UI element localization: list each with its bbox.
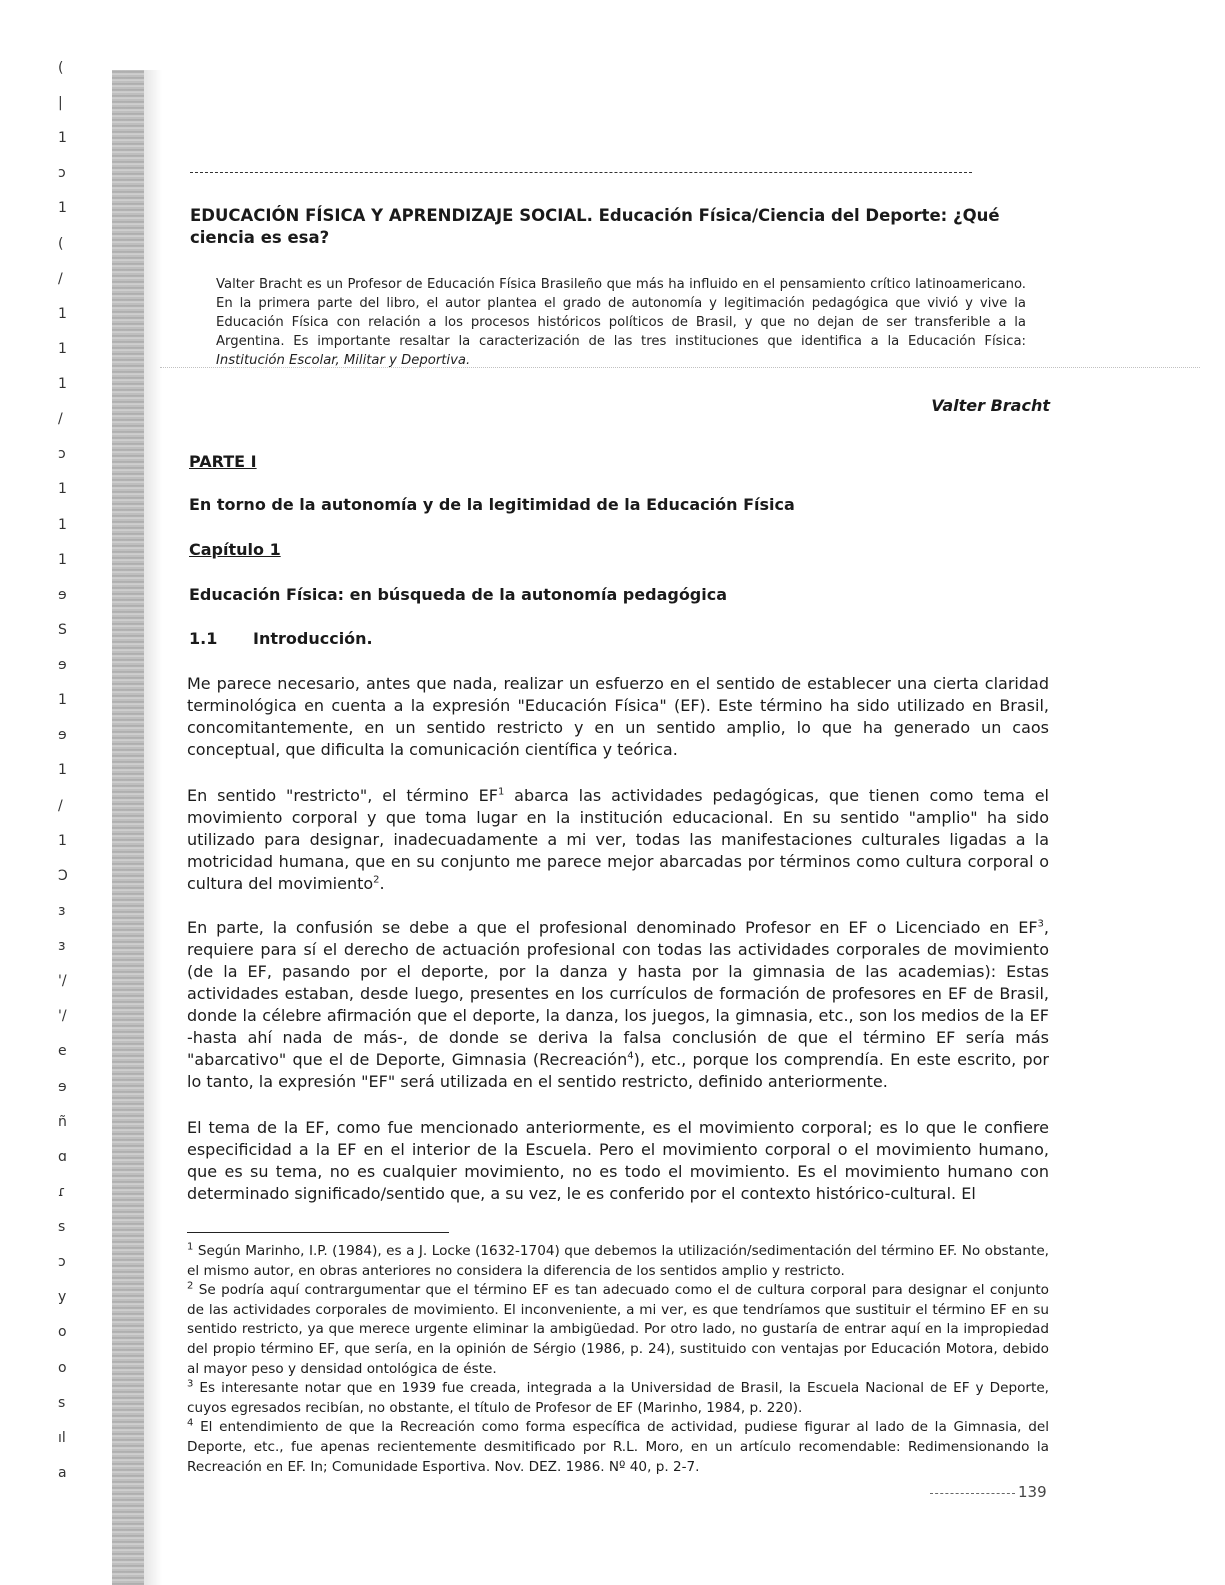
footnote-text: Según Marinho, I.P. (1984), es a J. Locke (1632-1704) que debemos la utilización/sedimentación del término EF. No obstante, el mismo autor, en obras anteriores no considera la diferencia de los sentidos amplio y restricto. <box>187 1243 1049 1279</box>
margin-mark: / <box>58 798 63 814</box>
paragraph-4: El tema de la EF, como fue mencionado anteriormente, es el movimiento corporal; es lo que le confiere especificidad a la EF en el interior de la Escuela. Pero el movimiento corporal o el movimiento humano, que es su tema, no es cualquier movimiento, no es todo el movimiento. Es el movimiento humano con determinado significado/sentido que, a su vez, le es conferido por el contexto histórico-cultural. El <box>187 1118 1049 1203</box>
footnote-mark: 2 <box>187 1280 194 1292</box>
abstract-institutions: Institución Escolar, Militar y Deportiva. <box>216 353 471 368</box>
paragraph-2 <box>187 785 1049 895</box>
margin-mark: ɔ <box>58 446 66 462</box>
margin-mark: ɘ <box>58 657 67 673</box>
paragraph-3 <box>187 917 1049 1093</box>
margin-mark: 1 <box>58 552 67 568</box>
section-title: Introducción. <box>253 629 373 648</box>
margin-mark: 1 <box>58 481 67 497</box>
margin-mark: y <box>58 1289 67 1305</box>
footnote-3 <box>187 1379 1049 1418</box>
footnote-1 <box>187 1242 1049 1281</box>
page-number: 139 <box>1018 1483 1047 1501</box>
footnotes <box>187 1242 1049 1477</box>
paragraph-3-text-b: , requiere para sí el derecho de actuación profesional con todas las actividades corporales de movimiento (de la EF, pasando por el deporte, por la danza y hasta por la gimnasia de las academias): Estas actividades estaban, desde luego, presentes en los currículos de formación de profesores en EF de Brasil, donde la célebre afirmación que el deporte, la danza, los juegos, la gimnasia, etc., son los medios de la EF -hasta ahí nada de más-, de donde se deriva la falsa conclusión de que el término EF sería más "abarcativo" que el de Deporte, Gimnasia (Recreación <box>187 918 1049 1069</box>
book-title: EDUCACIÓN FÍSICA Y APRENDIZAJE SOCIAL. Educación Física/Ciencia del Deporte: ¿Qué ciencia es esa? <box>190 206 1000 247</box>
margin-mark: 1 <box>58 762 67 778</box>
margin-mark: S <box>58 622 67 638</box>
footnote-rule <box>187 1232 449 1233</box>
margin-mark: s <box>58 1219 66 1235</box>
margin-mark: 1 <box>58 200 67 216</box>
paragraph-2-text-a: En sentido "restricto", el término EF <box>187 786 498 805</box>
margin-mark: ɘ <box>58 1079 67 1095</box>
paragraph-3-text-c: ), etc., porque los comprendía. En este escrito, por lo tanto, la expresión "EF" será utilizada en el sentido restricto, definido anteriormente. <box>187 1050 1049 1091</box>
margin-mark: ɑ <box>58 1149 67 1165</box>
margin-mark: '/ <box>58 1008 67 1024</box>
margin-mark: ( <box>58 60 64 76</box>
margin-mark: '/ <box>58 973 67 989</box>
part-title: PARTE I <box>189 452 257 471</box>
footnote-4 <box>187 1418 1049 1477</box>
footnote-mark: 4 <box>187 1417 194 1429</box>
footnote-ref-3: 3 <box>1037 918 1044 930</box>
margin-mark: ɜ <box>58 938 66 954</box>
margin-mark: | <box>58 95 63 111</box>
margin-mark: a <box>58 1465 67 1481</box>
footnote-text: Se podría aquí contrargumentar que el término EF es tan adecuado como el de cultura corporal para designar el conjunto de las actividades corporales de movimiento. El inconveniente, a mi ver, es que tendríamos que sustituir el término EF en su sentido restricto, ya que merece urgente eliminar la ambigüedad. Por otro lado, no gustaría de entrar aquí en la impropiedad del propio término EF, que sería, en la opinión de Sérgio (1986, p. 24), sustituido con ventajas por Educación Motora, debido al mayor peso y densidad ontológica de éste. <box>187 1282 1049 1377</box>
footnote-2 <box>187 1281 1049 1379</box>
footnote-mark: 1 <box>187 1241 194 1253</box>
footnote-ref-1: 1 <box>497 786 505 798</box>
margin-mark: s <box>58 1395 66 1411</box>
footnote-ref-2: 2 <box>373 874 380 886</box>
margin-mark: / <box>58 271 63 287</box>
chapter-title: Capítulo 1 <box>189 540 281 559</box>
footnote-mark: 3 <box>187 1378 194 1390</box>
margin-mark: e <box>58 1043 67 1059</box>
section-heading <box>189 629 373 648</box>
footnote-ref-4: 4 <box>627 1050 634 1062</box>
paragraph-2-text-c: . <box>379 874 385 893</box>
part-subtitle: En torno de la autonomía y de la legitimidad de la Educación Física <box>189 495 795 514</box>
scan-streak <box>160 367 1200 378</box>
footnote-text: Es interesante notar que en 1939 fue creada, integrada a la Universidad de Brasil, la Escuela Nacional de EF y Deporte, cuyos egresados recibían, no obstante, el título de Profesor de EF (Marinho, 1984, p. 220). <box>187 1380 1049 1416</box>
margin-mark: ( <box>58 236 64 252</box>
margin-mark: ıl <box>58 1430 66 1446</box>
margin-mark: o <box>58 1360 67 1376</box>
margin-mark: 1 <box>58 376 67 392</box>
margin-mark: 1 <box>58 341 67 357</box>
margin-mark: 1 <box>58 833 67 849</box>
header-dashed-rule <box>190 172 972 173</box>
margin-mark: Ↄ <box>58 868 68 884</box>
margin-mark: ɔ <box>58 165 66 181</box>
paragraph-2-text-b: abarca las actividades pedagógicas, que tienen como tema el movimiento corporal y que toma lugar en la institución educacional. En su sentido "amplio" ha sido utilizado para designar, inadecuadamente a mi ver, todas las manifestaciones culturales ligadas a la motricidad humana, que en su conjunto me parece mejor abarcadas por términos como cultura corporal o cultura del movimiento <box>187 786 1049 893</box>
margin-mark: ɾ <box>58 1184 66 1200</box>
margin-mark: 1 <box>58 517 67 533</box>
margin-mark: ɘ <box>58 587 67 603</box>
margin-marks <box>52 60 92 1520</box>
margin-mark: 1 <box>58 306 67 322</box>
paragraph-1: Me parece necesario, antes que nada, realizar un esfuerzo en el sentido de establecer una cierta claridad terminológica en cuenta a la expresión "Educación Física" (EF). Este término ha sido utilizado en Brasil, concomitantemente, en un sentido restricto y en un sentido amplio, lo que ha generado un caos conceptual, que dificulta la comunicación científica y teórica. <box>187 674 1049 759</box>
margin-mark: ñ <box>58 1114 67 1130</box>
abstract-text <box>216 275 1026 370</box>
author-name: Valter Bracht <box>931 396 1050 415</box>
footnote-text: El entendimiento de que la Recreación como forma específica de actividad, pudiese figurar al lado de la Gimnasia, del Deporte, etc., fue apenas recientemente desmitificado por R.L. Moro, en un artículo recomendable: Redimensionando la Recreación en EF. In; Comunidade Esportiva. Nov. DEZ. 1986. Nº 40, p. 2-7. <box>187 1419 1049 1475</box>
margin-mark: 1 <box>58 130 67 146</box>
section-number: 1.1 <box>189 629 218 648</box>
scan-binding-shadow <box>112 70 144 1585</box>
margin-mark: o <box>58 1324 67 1340</box>
margin-mark: 1 <box>58 692 67 708</box>
margin-mark: ɘ <box>58 727 67 743</box>
abstract-body: Valter Bracht es un Profesor de Educación Física Brasileño que más ha influido en el pensamiento crítico latinoamericano. En la primera parte del libro, el autor plantea el grado de autonomía y legitimación pedagógica que vivió y vive la Educación Física con relación a los procesos históricos políticos de Brasil, y que no dejan de ser transferible a la Argentina. Es importante resaltar la caracterización de las tres instituciones que identifica a la Educación Física: <box>216 277 1026 349</box>
margin-mark: ɜ <box>58 903 66 919</box>
margin-mark: ɔ <box>58 1254 66 1270</box>
margin-mark: / <box>58 411 63 427</box>
page-number-dash <box>930 1493 1015 1494</box>
paragraph-3-text-a: En parte, la confusión se debe a que el profesional denominado Profesor en EF o Licenciado en EF <box>187 918 1038 937</box>
chapter-subtitle: Educación Física: en búsqueda de la autonomía pedagógica <box>189 585 728 604</box>
